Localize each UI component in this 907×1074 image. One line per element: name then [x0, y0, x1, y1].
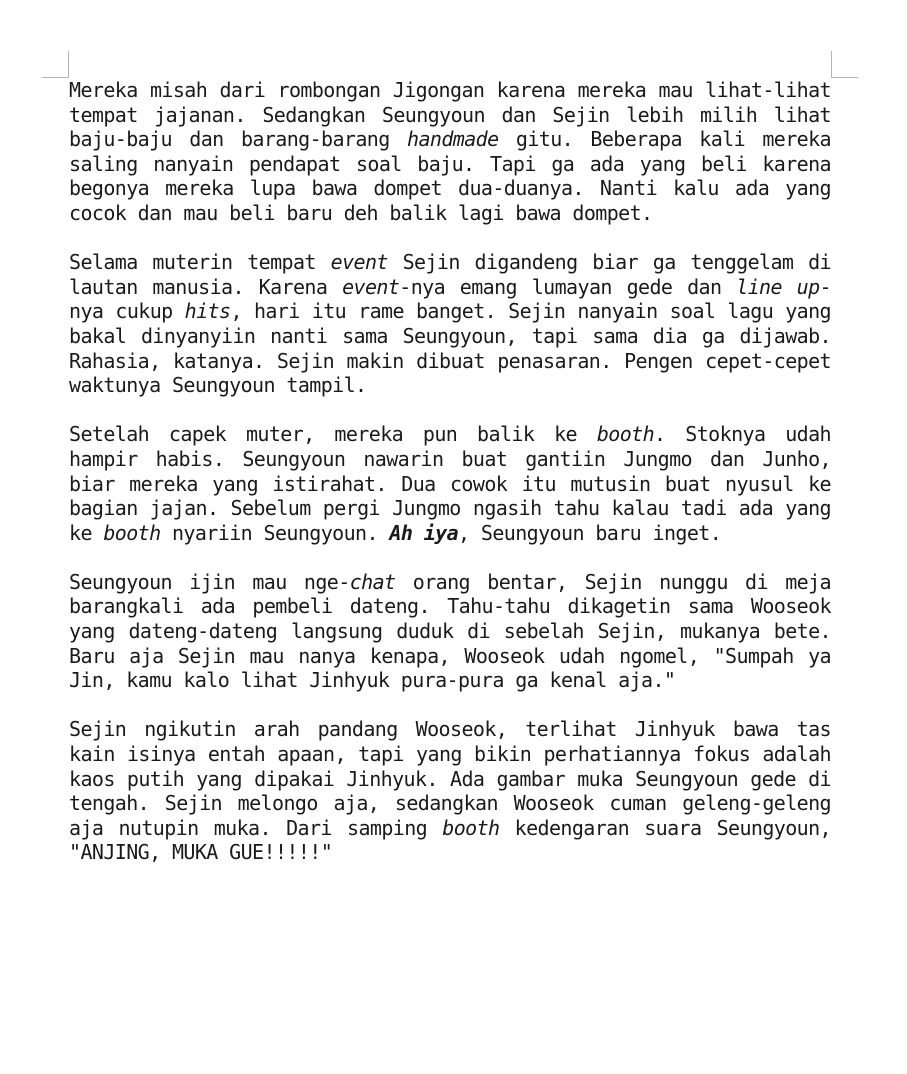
- italic-text: event: [330, 250, 388, 275]
- document-body: [69, 78, 831, 890]
- paragraph: [69, 717, 831, 865]
- italic-text: handmade: [407, 127, 499, 152]
- text-run: Seungyoun ijin mau nge-: [69, 569, 350, 594]
- text-run: . Stoknya udah hampir habis. Seungyoun nawarin buat gantiin Jungmo dan Junho, biar mereka yang istirahat. Dua cowok itu mutusin buat nyusul ke bagian jajan. Sebelum pergi Jungmo ngasih tahu kalau tadi ada yang ke: [69, 422, 831, 545]
- text-run: Selama muterin tempat: [69, 250, 331, 275]
- text-run: Mereka misah dari rombongan Jigongan karena mereka mau lihat-lihat tempat jajanan. Sedangkan Seungyoun dan Sejin lebih milih lihat baju-baju dan barang-barang: [69, 78, 831, 152]
- italic-text: chat: [349, 569, 396, 594]
- italic-text: booth: [103, 520, 161, 545]
- paragraph: [69, 250, 831, 398]
- bold-italic-text: Ah iya: [389, 520, 459, 545]
- text-run: , Seungyoun baru inget.: [458, 520, 722, 545]
- margin-corner-mark-top-left: [42, 51, 69, 78]
- text-run: -nya emang lumayan gede dan: [399, 274, 737, 299]
- text-run: kedengaran suara Seungyoun, "ANJING, MUKA GUE!!!!!": [69, 815, 831, 865]
- paragraph: [69, 78, 831, 226]
- text-run: -nya cukup: [69, 274, 831, 324]
- text-run: Setelah capek muter, mereka pun balik ke: [69, 422, 597, 447]
- text-run: Sejin digandeng biar ga tenggelam di lautan manusia. Karena: [69, 250, 831, 299]
- paragraph: [69, 570, 831, 693]
- text-run: orang bentar, Sejin nunggu di meja barangkali ada pembeli dateng. Tahu-tahu dikagetin sama Wooseok yang dateng-dateng langsung duduk di sebelah Sejin, mukanya bete. Baru aja Sejin mau nanya kenapa, Wooseok udah ngomel, "Sumpah ya Jin, kamu kalo lihat Jinhyuk pura-pura ga kenal aja.": [69, 569, 831, 693]
- italic-text: hits: [184, 299, 231, 324]
- text-run: Sejin ngikutin arah pandang Wooseok, terlihat Jinhyuk bawa tas kain isinya entah apaan, tapi yang bikin perhatiannya fokus adalah kaos putih yang dipakai Jinhyuk. Ada gambar muka Seungyoun gede di tengah. Sejin melongo aja, sedangkan Wooseok cuman geleng-geleng aja nutupin muka. Dari samping: [69, 717, 831, 840]
- text-run: gitu. Beberapa kali mereka saling nanyain pendapat soal baju. Tapi ga ada yang beli karena begonya mereka lupa bawa dompet dua-duanya. Nanti kalu ada yang cocok dan mau beli baru deh balik lagi bawa dompet.: [69, 127, 831, 225]
- italic-text: line up: [736, 274, 820, 299]
- italic-text: event: [342, 274, 400, 299]
- margin-corner-mark-top-right: [831, 51, 858, 78]
- text-run: , hari itu rame banget. Sejin nanyain soal lagu yang bakal dinyanyiin nanti sama Seungyoun, tapi sama dia ga dijawab. Rahasia, katanya. Sejin makin dibuat penasaran. Pengen cepet-cepet waktunya Seungyoun tampil.: [69, 299, 831, 398]
- italic-text: booth: [596, 422, 655, 447]
- paragraph: [69, 422, 831, 545]
- text-run: nyariin Seungyoun.: [160, 520, 390, 545]
- italic-text: booth: [442, 815, 500, 840]
